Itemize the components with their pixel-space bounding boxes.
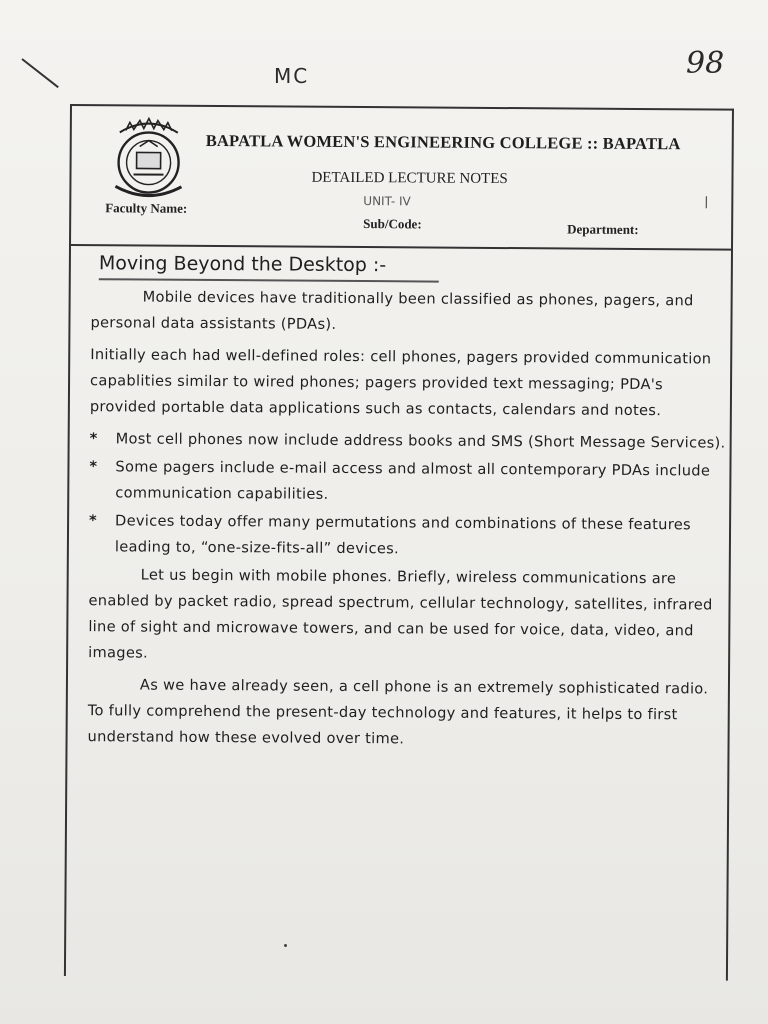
- lecture-sheet: [64, 104, 734, 981]
- notes-content: [87, 248, 731, 760]
- college-name: BAPATLA WOMEN'S ENGINEERING COLLEGE :: BAPATLA: [205, 130, 681, 154]
- faculty-name-label: Faculty Name:: [105, 200, 188, 216]
- top-note: MC: [274, 64, 310, 88]
- page-number: 98: [686, 46, 725, 81]
- phones-paragraph: Let us begin with mobile phones. Briefly, wireless communications are enabled by packet radio, spread spectrum, cellular technology, satellites, infrared line of sight and microwave towers, and can be used for voice, data, video, and images.: [88, 566, 713, 662]
- section-heading-text: Moving Beyond the Desktop :-: [98, 252, 387, 277]
- bullet-star-icon: *: [89, 512, 98, 530]
- stray-dot-mark: [284, 944, 287, 947]
- corner-pen-mark: [21, 58, 58, 88]
- section-heading: [99, 252, 731, 278]
- department-label: Department:: [567, 221, 639, 237]
- list-item: [89, 508, 729, 564]
- college-logo-icon: [109, 116, 188, 201]
- list-item: [90, 426, 730, 456]
- bullet-text: Devices today offer many permutations and combinations of these features leading to, “one-size-fits-all” devices.: [114, 512, 691, 558]
- bullet-star-icon: *: [89, 430, 98, 448]
- heading-underline: [99, 278, 439, 282]
- radio-paragraph: As we have already seen, a cell phone is an extremely sophisticated radio. To fully comprehend the present-day technology and features, it helps to first understand how these evolved over time.: [87, 676, 709, 748]
- bullet-text: Most cell phones now include address books and SMS (Short Message Services).: [115, 430, 726, 452]
- roles-paragraph: Initially each had well-defined roles: cell phones, pagers provided communication capablities similar to wired phones; pagers provided text messaging; PDA's provided portable data applications such as contacts, calendars and notes.: [89, 346, 712, 420]
- intro-paragraph: Mobile devices have traditionally been classified as phones, pagers, and personal data assistants (PDAs).: [90, 288, 694, 333]
- bullet-star-icon: *: [89, 458, 98, 476]
- unit-label: UNIT- IV: [363, 194, 411, 209]
- bullet-text: Some pagers include e-mail access and almost all contemporary PDAs include communication capabilities.: [115, 458, 711, 503]
- list-item: [89, 454, 729, 510]
- small-tick-mark: ❘: [701, 194, 712, 209]
- notes-title: DETAILED LECTURE NOTES: [311, 169, 508, 188]
- subcode-label: Sub/Code:: [363, 216, 422, 232]
